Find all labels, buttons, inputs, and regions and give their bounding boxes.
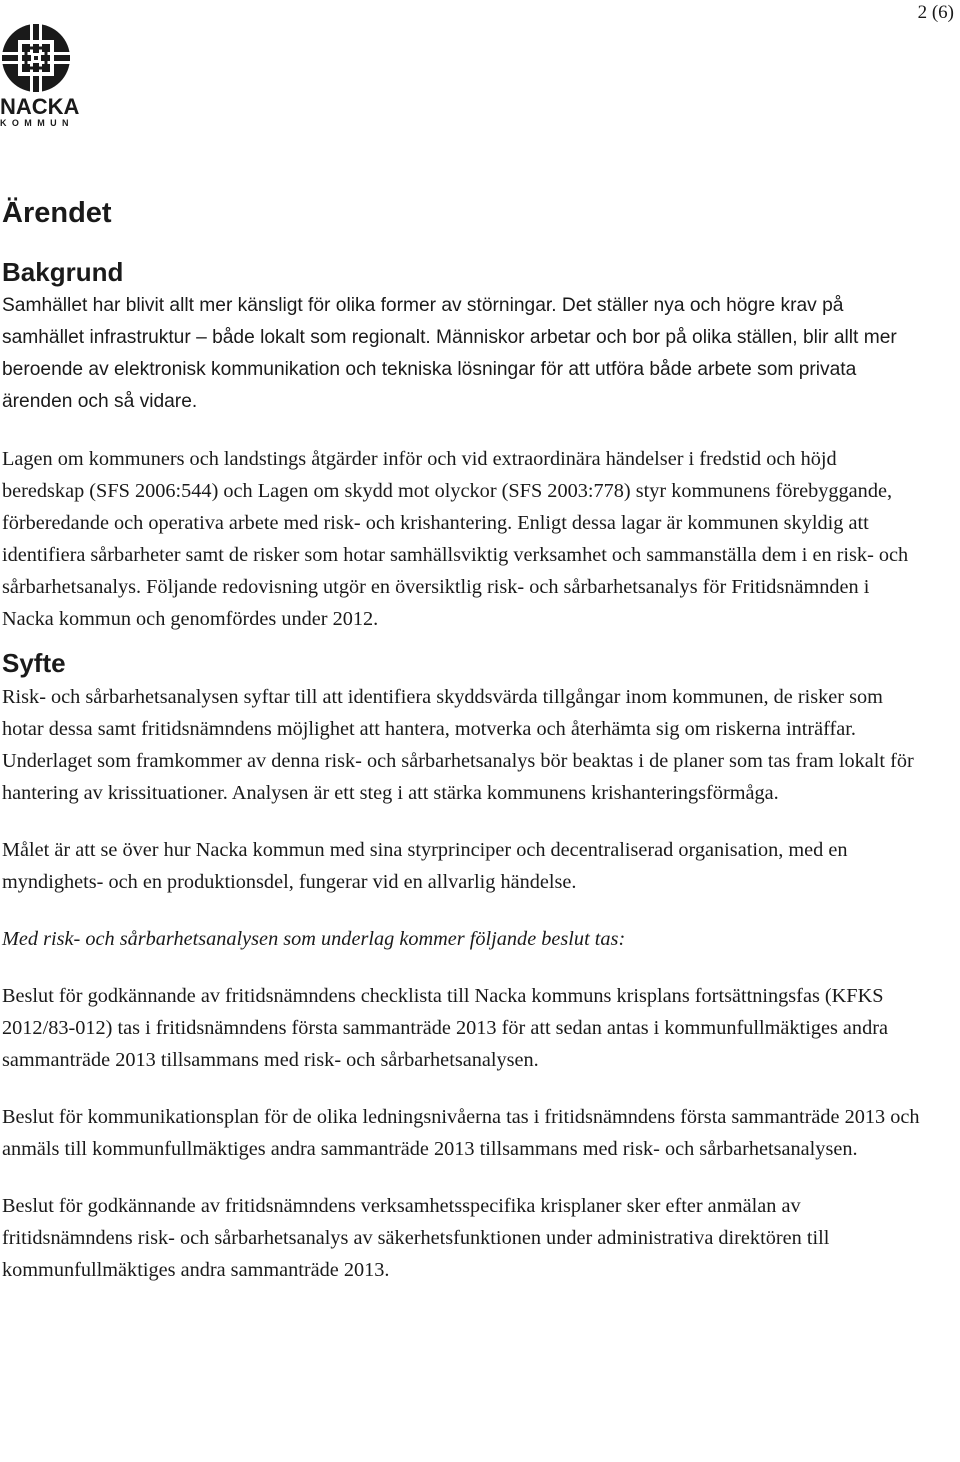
document-body — [2, 194, 922, 1286]
logo-subtitle: KOMMUN — [0, 118, 74, 128]
paragraph-syfte-2: Målet är att se över hur Nacka kommun med sina styrprinciper och decentraliserad organisation, med en myndighets- och en produktionsdel, fungerar vid en allvarlig händelse. — [2, 839, 848, 893]
paragraph-syfte-3: Med risk- och sårbarhetsanalysen som underlag kommer följande beslut tas: — [2, 928, 626, 950]
paragraph-bakgrund-2: Lagen om kommuners och landstings åtgärder inför och vid extraordinära händelser i fredstid och höjd beredskap (SFS 2006:544) och Lagen om skydd mot olyckor (SFS 2003:778) styr kommunens förebyggande, förberedande och operativa arbete med risk- och krishantering. Enligt dessa lagar är kommunen skyldig att identifiera sårbarheter samt de risker som hotar samhällsviktig verksamhet och sammanställa dem i en risk- och sårbarhetsanalys. Följande redovisning utgör en översiktlig risk- och sårbarhetsanalys för Fritidsnämnden i Nacka kommun och genomfördes under 2012. — [2, 448, 909, 630]
paragraph-syfte-4: Beslut för godkännande av fritidsnämndens checklista till Nacka kommuns krisplans fortsättningsfas (KFKS 2012/83-012) tas i fritidsnämndens första sammanträde 2013 för att sedan antas i kommunfullmäktiges andra sammanträde 2013 tillsammans med risk- och sårbarhetsanalysen. — [2, 985, 888, 1071]
heading-syfte: Syfte — [2, 648, 66, 678]
paragraph-syfte-1: Risk- och sårbarhetsanalysen syftar till att identifiera skyddsvärda tillgångar inom kommunen, de risker som hotar dessa samt fritidsnämndens möjlighet att hantera, motverka och återhämta sig om riskerna inträffar. Underlaget som framkommer av denna risk- och sårbarhetsanalys bör beaktas i de planer som tas fram lokalt för hantering av krissituationer. Analysen är ett steg i att stärka kommunens krishanteringsförmåga. — [2, 686, 914, 804]
page-number: 2 (6) — [917, 2, 954, 23]
paragraph-syfte-6: Beslut för godkännande av fritidsnämndens verksamhetsspecifika krisplaner sker efter anmälan av fritidsnämndens risk- och sårbarhetsanalys av säkerhetsfunktionen under administrativa direktören till kommunfullmäktiges andra sammanträde 2013. — [2, 1195, 830, 1281]
paragraph-syfte-5: Beslut för kommunikationsplan för de olika ledningsnivåerna tas i fritidsnämndens första sammanträde 2013 och anmäls till kommunfullmäktiges andra sammanträde 2013 tillsammans med risk- och sårbarhetsanalysen. — [2, 1106, 920, 1160]
logo-name: NACKA — [0, 94, 80, 119]
heading-bakgrund: Bakgrund — [2, 257, 124, 287]
paragraph-bakgrund-1: Samhället har blivit allt mer känsligt för olika former av störningar. Det ställer nya och högre krav på samhället infrastruktur – både lokalt som regionalt. Människor arbetar och bor på olika ställen, blir allt mer beroende av elektronisk kommunikation och tekniska lösningar för att utföra både arbete som privata ärenden och så vidare. — [2, 295, 897, 412]
nacka-emblem-icon — [0, 22, 72, 94]
nacka-kommun-logo — [0, 22, 80, 128]
document-title: Ärendet — [2, 197, 112, 229]
